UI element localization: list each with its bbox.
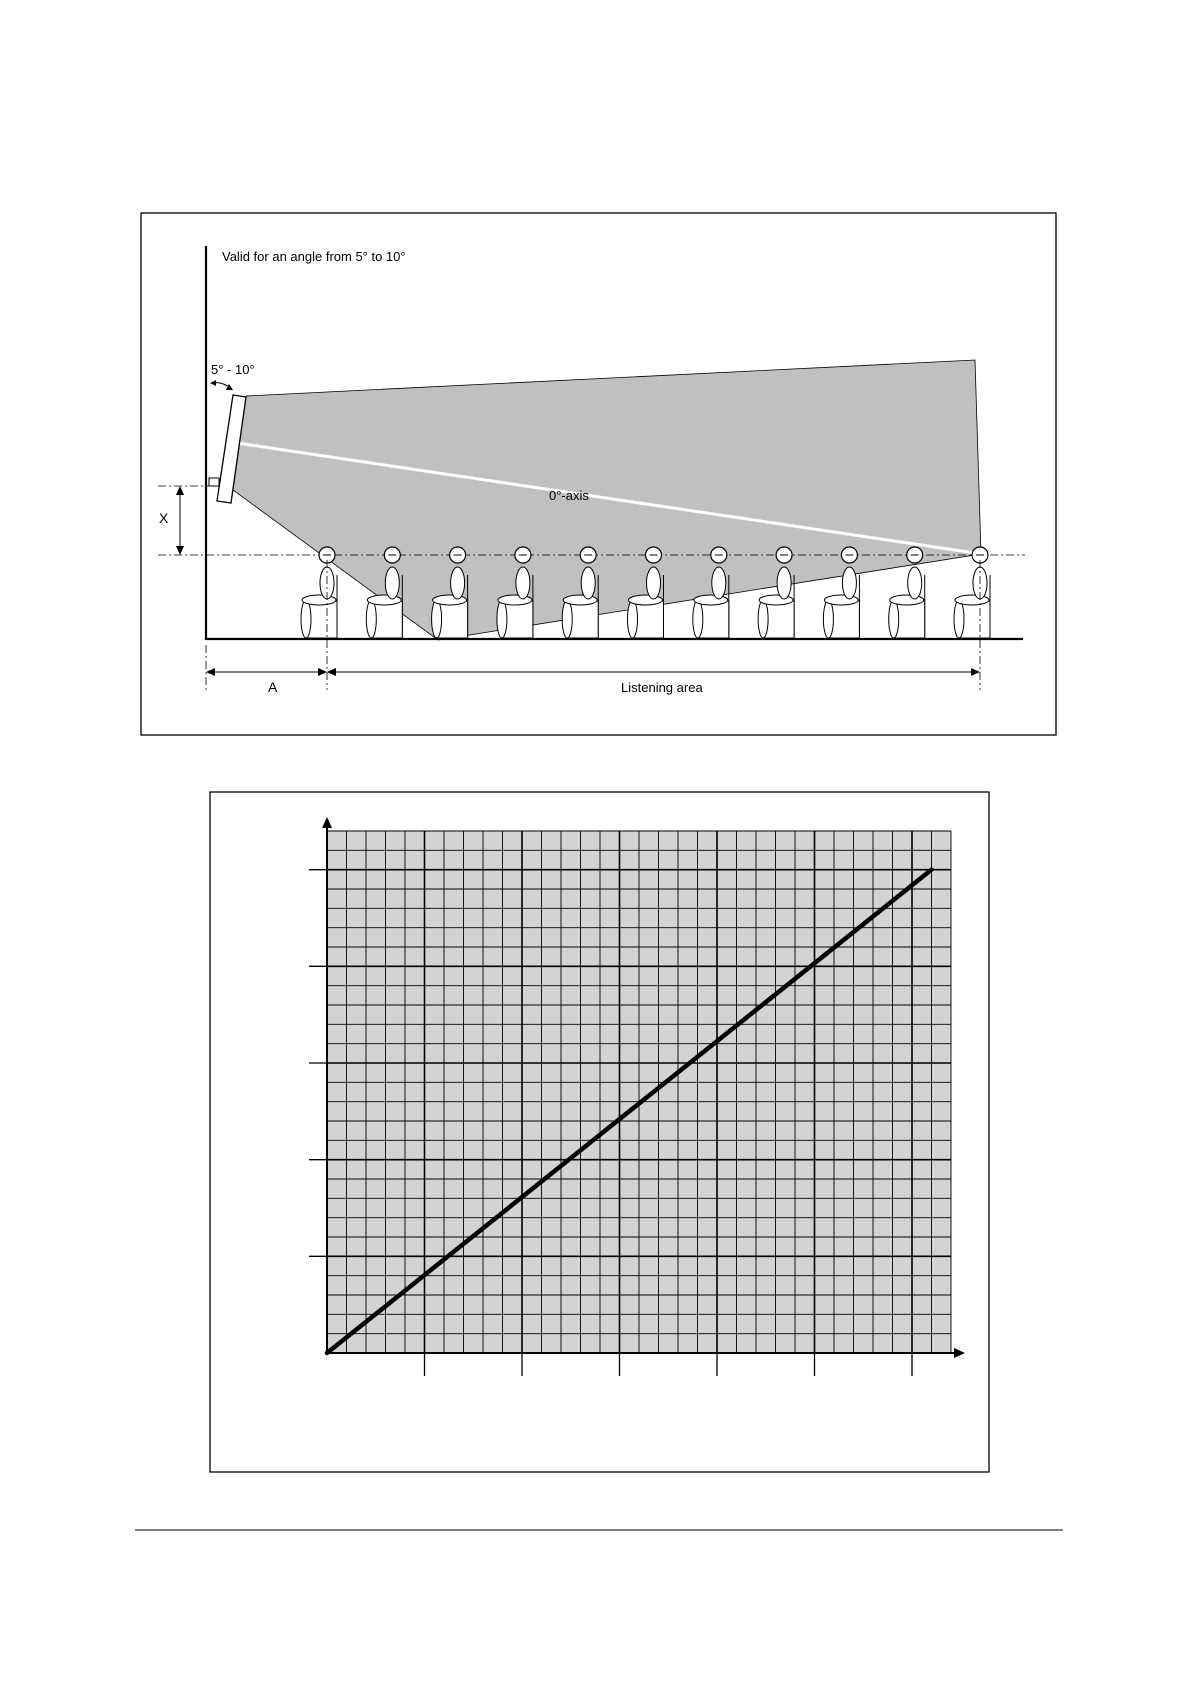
seated-listener-icon — [954, 547, 990, 638]
height-label: X — [159, 510, 169, 526]
seated-listener-icon — [301, 547, 337, 638]
validity-note: Valid for an angle from 5° to 10° — [222, 249, 406, 264]
x-axis-arrow-icon — [954, 1348, 965, 1358]
tilt-angle-label: 5° - 10° — [211, 362, 255, 377]
listening-area-label: Listening area — [621, 680, 703, 695]
coverage-area — [233, 360, 981, 640]
layout-figure — [141, 213, 1056, 735]
y-axis-arrow-icon — [322, 817, 332, 828]
zero-degree-axis-label: 0°-axis — [549, 488, 589, 503]
chart-plot — [309, 817, 965, 1376]
distance-label: A — [268, 679, 278, 695]
chart-figure — [210, 792, 989, 1472]
tilt-angle-arrow — [210, 380, 233, 390]
